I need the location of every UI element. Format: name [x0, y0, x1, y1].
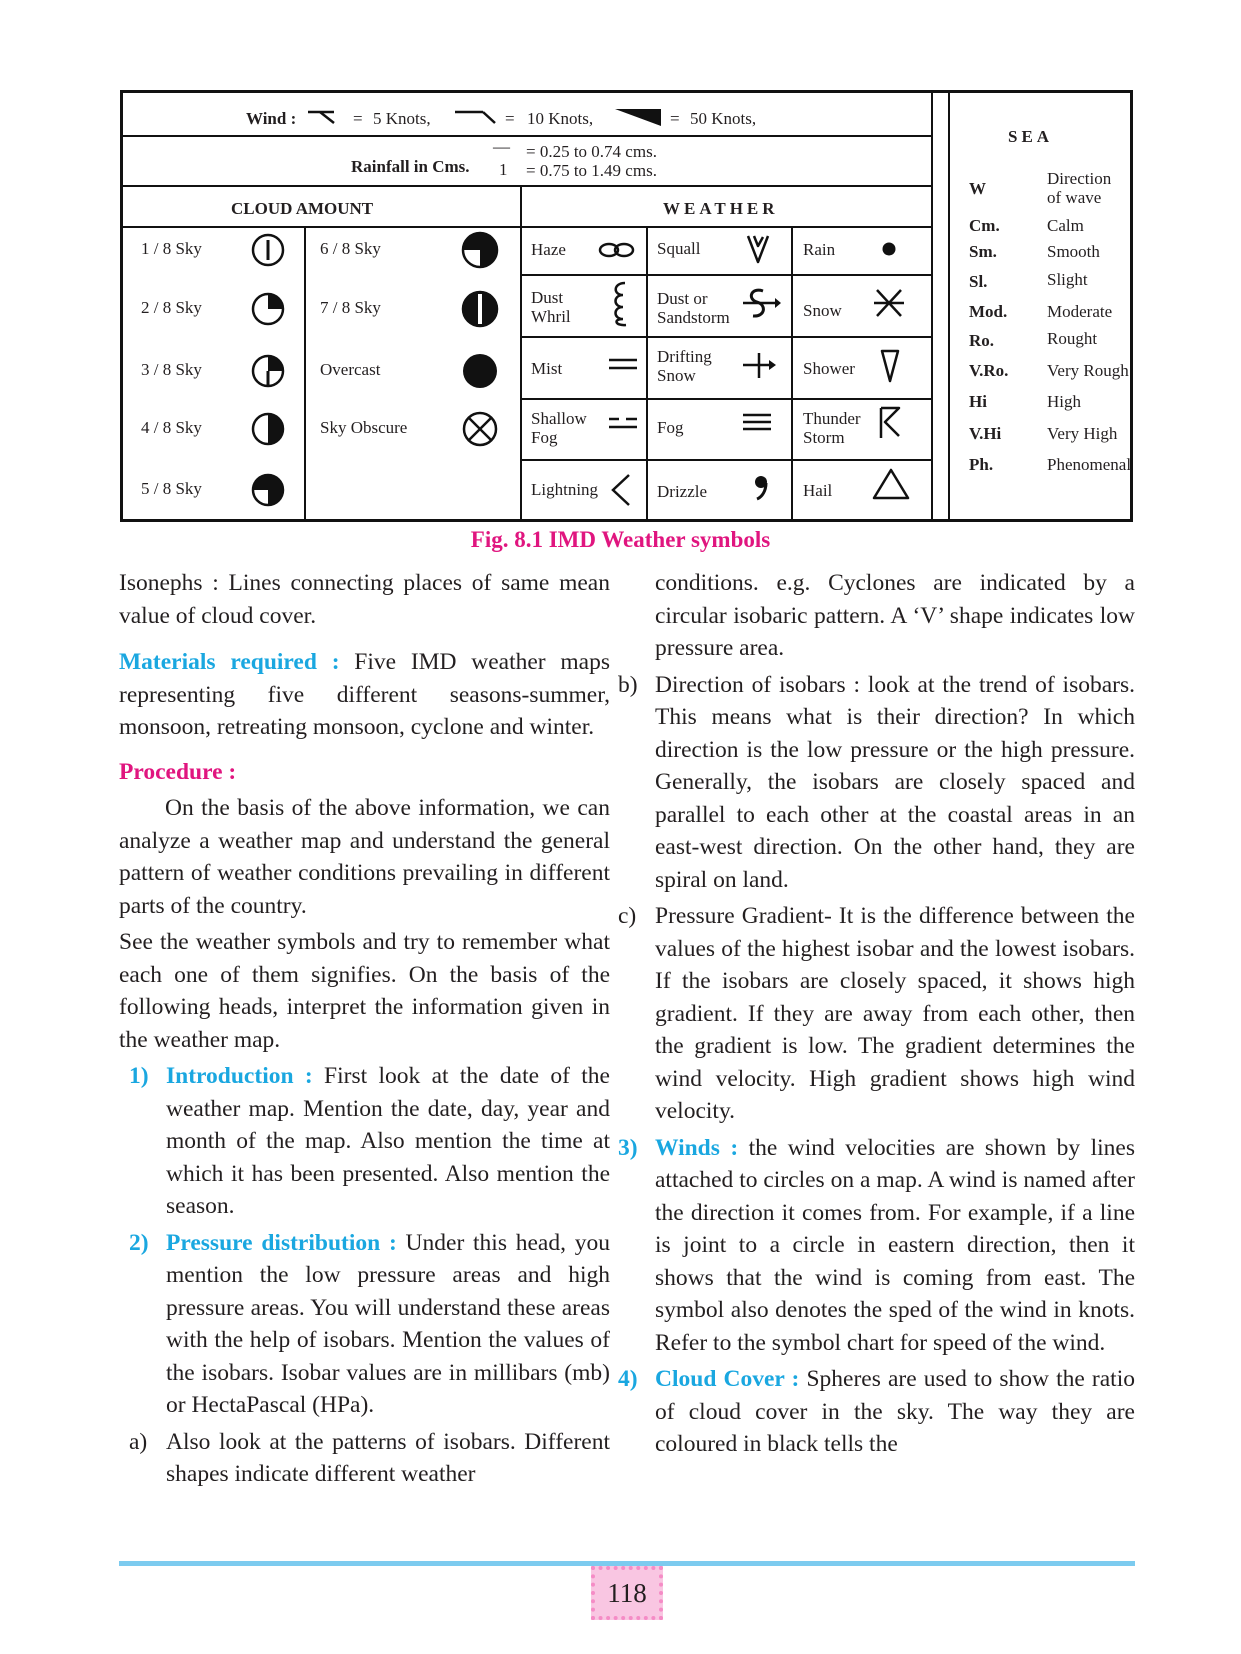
list-number: 1) — [129, 1063, 149, 1089]
wind-5-knots-icon — [306, 109, 336, 125]
cloud-cover-paragraph — [655, 1363, 1135, 1461]
divider — [791, 226, 793, 522]
sea-abbr-mod: Mod. — [969, 302, 1008, 321]
cloud-label-1-8: 1 / 8 Sky — [141, 239, 202, 258]
right-column — [618, 567, 1136, 1461]
sea-meaning-phenomenal: Phenomenal — [1047, 455, 1132, 474]
weather-label-rain: Rain — [803, 240, 836, 259]
divider — [646, 226, 648, 522]
winds-label: Winds : — [655, 1134, 739, 1161]
squall-icon — [745, 233, 771, 265]
weather-label-snow: Snow — [657, 366, 696, 385]
weather-label-thunder: Thunder — [803, 409, 861, 428]
sea-abbr-cm: Cm. — [969, 216, 1000, 235]
list-item-winds — [618, 1132, 1135, 1360]
materials-paragraph — [119, 646, 610, 744]
continued-paragraph: conditions. e.g. Cyclones are indicated by a circular isobaric pattern. A ‘V’ shape indicates low pressure area. — [655, 570, 1135, 661]
weather-label-haze: Haze — [531, 240, 566, 259]
mist-icon — [607, 354, 639, 374]
pressure-text: Under this head, you mention the low pressure areas and high pressure areas. You will understand these areas with the help of isobars. Mention the values of the isobars. Isobar values are in millibars (mb) or HectaPascal (HPa). — [166, 1229, 610, 1418]
shallow-fog-icon — [607, 413, 639, 433]
weather-label-fog: Fog — [531, 428, 558, 447]
cloud-7-8-icon — [461, 290, 499, 328]
weather-label-mist: Mist — [531, 359, 563, 378]
sea-meaning-moderate: Moderate — [1047, 302, 1113, 321]
winds-text: the wind velocities are shown by lines attached to circles on a map. A wind is named after the direction it comes from. For example, if a line is joint to a circle in eastern direction, then it shows that the wind is coming from east. The symbol also denotes the sped of the wind in knots. Refer to the symbol chart for speed of the wind. — [655, 1134, 1136, 1356]
sea-heading: SEA — [1008, 127, 1054, 146]
wind-10-knots-text: 10 Knots, — [527, 109, 594, 128]
cloud-label-5-8: 5 / 8 Sky — [141, 479, 202, 498]
divider — [123, 226, 931, 228]
haze-icon — [597, 240, 637, 260]
page-number: 118 — [591, 1566, 663, 1620]
sea-abbr-hi: Hi — [969, 392, 987, 411]
sea-abbr-sl: Sl. — [969, 272, 988, 291]
drizzle-icon — [753, 473, 771, 503]
weather-label-whirl: Whril — [531, 307, 571, 326]
weather-label-fog2: Fog — [657, 418, 684, 437]
list-letter: b) — [618, 671, 638, 698]
cloud-label-3-8: 3 / 8 Sky — [141, 360, 202, 379]
procedure-paragraph: On the basis of the above information, we can analyze a weather map and understand the general pattern of weather conditions prevailing in different parts of the country. — [119, 795, 610, 919]
cloud-cover-label: Cloud Cover : — [655, 1366, 800, 1392]
weather-label-snow2: Snow — [803, 301, 842, 320]
item-c-paragraph: Pressure Gradient- It is the difference between the values of the highest isobar and the lowest isobars. If the isobars are closely spaced, it shows high gradient. If they are away from each other, then the gradient is low. The gradient determines the wind velocity. High gradient shows high wind velocity. — [655, 903, 1135, 1124]
weather-symbols-table — [120, 90, 1133, 522]
list-item-pressure — [119, 1227, 610, 1422]
list-item-cloud-cover — [618, 1363, 1135, 1461]
sea-abbr-w: W — [969, 179, 986, 198]
sea-abbr-ro: Ro. — [969, 331, 995, 350]
list-item-b — [618, 669, 1135, 897]
weather-label-squall: Squall — [657, 239, 701, 258]
sky-obscure-icon — [461, 410, 499, 448]
wind-sign: = — [670, 109, 680, 128]
sea-meaning-high: High — [1047, 392, 1081, 411]
cloud-label-sky-obscure: Sky Obscure — [320, 418, 408, 437]
materials-label: Materials required : — [119, 649, 340, 675]
divider — [304, 226, 306, 522]
wind-sign: = — [353, 109, 363, 128]
weather-label-shower: Shower — [803, 359, 855, 378]
sea-abbr-ph: Ph. — [969, 455, 994, 474]
isonephs-paragraph: Isonephs : Lines connecting places of same mean value of cloud cover. — [119, 570, 610, 629]
weather-label-drifting: Drifting — [657, 347, 712, 366]
divider — [520, 274, 931, 276]
rainfall-range-1: = 0.25 to 0.74 cms. — [526, 142, 657, 161]
sea-meaning-slight: Slight — [1047, 270, 1088, 289]
divider — [931, 93, 933, 522]
rainfall-range-2: = 0.75 to 1.49 cms. — [526, 161, 657, 180]
sea-abbr-sm: Sm. — [969, 242, 997, 261]
divider — [520, 459, 931, 461]
sea-meaning-smooth: Smooth — [1047, 242, 1100, 261]
wind-50-knots-text: 50 Knots, — [690, 109, 757, 128]
dust-whirl-icon — [611, 280, 631, 328]
cloud-6-8-icon — [461, 231, 499, 269]
list-number: 3) — [618, 1134, 638, 1161]
wind-5-knots-text: 5 Knots, — [373, 109, 431, 128]
hail-icon — [871, 467, 911, 501]
rainfall-dash-symbol: — — [493, 137, 510, 156]
list-number: 4) — [618, 1366, 638, 1392]
cloud-label-4-8: 4 / 8 Sky — [141, 418, 202, 437]
weather-label-dust-or: Dust or — [657, 289, 708, 308]
wind-label: Wind : — [246, 109, 297, 128]
list-number: 2) — [129, 1229, 149, 1256]
shower-icon — [879, 348, 901, 384]
winds-paragraph — [655, 1132, 1135, 1360]
see-paragraph: See the weather symbols and try to remember what each one of them signifies. On the basis of the following heads, interpret the information given in the weather map. — [119, 929, 610, 1053]
sea-meaning-very-high: Very High — [1047, 424, 1118, 443]
cloud-1-8-icon — [251, 233, 285, 267]
sea-abbr-vro: V.Ro. — [969, 361, 1009, 380]
materials-text: Five IMD weather maps representing five different seasons-summer, monsoon, retreating monsoon, cyclone and winter. — [119, 649, 610, 740]
sea-meaning-direction: Direction — [1047, 169, 1112, 188]
list-item-a — [119, 1426, 610, 1491]
divider — [123, 135, 931, 137]
sea-abbr-vhi: V.Hi — [969, 424, 1002, 443]
rainfall-label: Rainfall in Cms. — [351, 157, 470, 176]
fog-icon — [741, 411, 775, 435]
divider — [123, 185, 931, 187]
weather-label-hail: Hail — [803, 481, 833, 500]
procedure-heading: Procedure : — [119, 758, 237, 785]
weather-label-lightning: Lightning — [531, 480, 599, 499]
wind-50-knots-icon — [613, 108, 663, 128]
introduction-paragraph — [166, 1060, 610, 1223]
list-item-c — [618, 900, 1135, 1128]
sea-meaning-calm: Calm — [1047, 216, 1084, 235]
overcast-icon — [461, 352, 499, 390]
weather-heading: WEATHER — [663, 199, 779, 218]
cloud-4-8-icon — [251, 412, 285, 446]
cloud-amount-heading: CLOUD AMOUNT — [231, 199, 374, 218]
item-b-paragraph: Direction of isobars : look at the trend of isobars. This means what is their direction? In which direction is the low pressure or the high pressure. Generally, the isobars are closely spaced and parallel to each other at the coastal areas in an east-west direction. On the other hand, they are spiral on land. — [655, 671, 1135, 893]
cloud-label-overcast: Overcast — [320, 360, 381, 379]
cloud-cover-text: Spheres are used to show the ratio of cloud cover in the sky. The way they are coloured in black tells the — [655, 1366, 1135, 1457]
lightning-icon — [609, 473, 633, 507]
figure-caption: Fig. 8.1 IMD Weather symbols — [470, 527, 771, 552]
list-item-introduction — [119, 1060, 610, 1223]
divider — [948, 93, 950, 522]
pressure-label: Pressure distribution : — [166, 1229, 397, 1256]
introduction-text: First look at the date of the weather map. Mention the date, day, year and month of the map. Also mention the time at which it has been presented. Also mention the season. — [166, 1063, 610, 1219]
rainfall-one-symbol: 1 — [499, 160, 508, 179]
sea-meaning-very-rough: Very Rough — [1047, 361, 1129, 380]
divider — [520, 336, 931, 338]
list-letter: a) — [129, 1428, 148, 1455]
cloud-label-7-8: 7 / 8 Sky — [320, 298, 381, 317]
rain-icon — [880, 240, 898, 258]
drifting-snow-icon — [741, 349, 777, 381]
left-column — [119, 567, 610, 1491]
sea-meaning-rought: Rought — [1047, 329, 1098, 348]
weather-label-sandstorm: Sandstorm — [657, 308, 730, 327]
weather-label-drizzle: Drizzle — [657, 482, 708, 501]
wind-sign: = — [505, 109, 515, 128]
wind-10-knots-icon — [453, 109, 497, 125]
weather-label-shallow: Shallow — [531, 409, 587, 428]
divider — [520, 185, 522, 522]
list-letter: c) — [618, 903, 637, 929]
cloud-3-8-icon — [251, 354, 285, 388]
item-a-paragraph: Also look at the patterns of isobars. Different shapes indicate different weather — [166, 1428, 610, 1487]
cloud-label-2-8: 2 / 8 Sky — [141, 298, 202, 317]
thunderstorm-icon — [877, 405, 903, 441]
weather-label-storm: Storm — [803, 428, 845, 447]
cloud-label-6-8: 6 / 8 Sky — [320, 239, 381, 258]
sea-meaning-of-wave: of wave — [1047, 188, 1102, 207]
weather-label-dust: Dust — [531, 288, 564, 307]
cloud-5-8-icon — [251, 473, 285, 507]
cloud-2-8-icon — [251, 292, 285, 326]
sandstorm-icon — [741, 285, 781, 323]
divider — [520, 398, 931, 400]
snow-icon — [871, 285, 907, 321]
introduction-label: Introduction : — [166, 1063, 313, 1089]
pressure-paragraph — [166, 1227, 610, 1422]
